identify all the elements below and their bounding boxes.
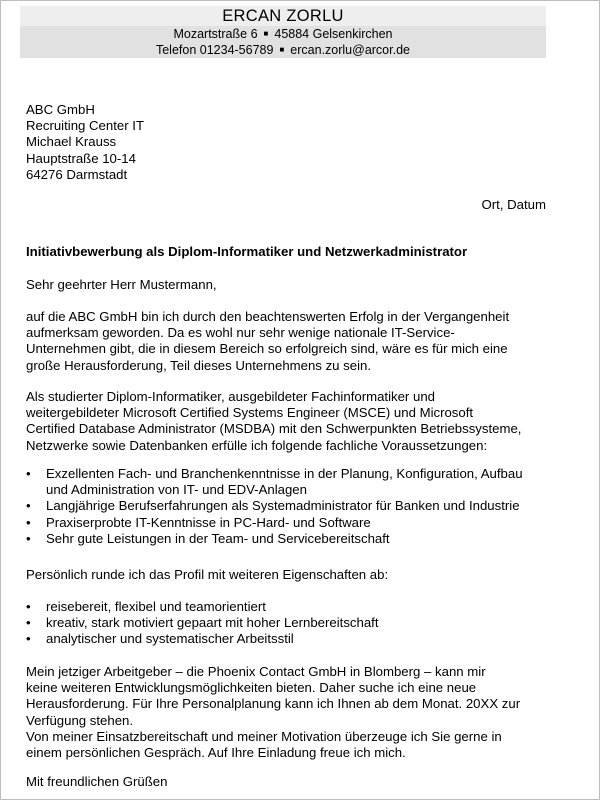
place-date: Ort, Datum xyxy=(481,197,546,212)
list-item xyxy=(26,466,546,498)
list-item-line: und Administration von IT- und EDV-Anlagen xyxy=(46,482,307,498)
list-item xyxy=(26,631,546,647)
list-item xyxy=(26,599,546,615)
text-line: große Herausforderung, Teil dieses Unternehmens zu sein. xyxy=(26,357,372,373)
bullet-icon: • xyxy=(26,466,31,481)
sender-address xyxy=(20,26,546,42)
text-line: Netzwerke sowie Datenbanken erfülle ich folgende fachliche Voraussetzungen: xyxy=(26,437,488,453)
list-item xyxy=(26,498,546,514)
separator-icon: ■ xyxy=(279,45,285,54)
recipient-company: ABC GmbH xyxy=(26,102,95,117)
text-line: aufmerksam geworden. Da es wohl nur sehr wenige nationale IT-Service- xyxy=(26,325,455,341)
recipient-city: 64276 Darmstadt xyxy=(26,166,128,182)
text-line: weitergebildeter Microsoft Certified Systems Engineer (MSCE) und Microsoft xyxy=(26,405,474,421)
bullet-icon: • xyxy=(26,498,31,514)
bullet-icon: • xyxy=(26,615,31,631)
text-line: Unternehmen gibt, die in diesem Bereich so erfolgreich sind, wäre es für mich eine xyxy=(26,341,508,357)
recipient-street: Hauptstraße 10-14 xyxy=(26,150,136,166)
text-line: auf die ABC GmbH bin ich durch den beachtenswerten Erfolg in der Vergangenheit xyxy=(26,309,510,324)
separator-icon: ■ xyxy=(263,29,269,38)
text-line: Von meiner Einsatzbereitschaft und meiner Motivation überzeuge ich Sie gerne in xyxy=(26,728,502,744)
list-item xyxy=(26,515,546,531)
bullet-icon: • xyxy=(26,514,31,530)
subject-line: Initiativbewerbung als Diplom-Informatiker und Netzwerkadministrator xyxy=(26,244,468,259)
list-item-line: analytischer und systematischer Arbeitsstil xyxy=(46,631,294,647)
letterhead xyxy=(20,6,546,58)
list-item xyxy=(26,531,546,547)
text-line: Herausforderung. Für Ihre Personalplanung kann ich Ihnen ab dem Monat. 20XX zur xyxy=(26,696,521,712)
list-item-line: kreativ, stark motiviert gepaart mit hoher Lernbereitschaft xyxy=(46,615,379,631)
list-item-line: Exzellenten Fach- und Branchenkenntnisse in der Planung, Konfiguration, Aufbau xyxy=(46,466,523,481)
recipient-address xyxy=(26,102,144,183)
text-line: Verfügung stehen. xyxy=(26,712,134,728)
qualifications-paragraph xyxy=(26,389,546,454)
list-item-line: Sehr gute Leistungen in der Team- und Servicebereitschaft xyxy=(46,530,390,546)
recipient-person: Michael Krauss xyxy=(26,134,117,150)
list-item xyxy=(26,615,546,631)
text-line: Mein jetziger Arbeitgeber – die Phoenix Contact GmbH in Blomberg – kann mir xyxy=(26,664,486,679)
bullet-icon: • xyxy=(26,631,31,647)
list-item-line: reisebereit, flexibel und teamorientiert xyxy=(46,599,266,614)
sender-phone: Telefon 01234-56789 xyxy=(155,43,274,57)
profile-intro: Persönlich runde ich das Profil mit weiteren Eigenschaften ab: xyxy=(26,567,389,582)
salutation: Sehr geehrter Herr Mustermann, xyxy=(26,277,217,292)
text-line: Als studierter Diplom-Informatiker, ausgebildeter Fachinformatiker und xyxy=(26,389,435,404)
text-line: Certified Database Administrator (MSDBA) mit den Schwerpunkten Betriebssysteme, xyxy=(26,421,522,437)
bullet-icon: • xyxy=(26,599,31,614)
traits-list xyxy=(26,599,546,648)
bullet-icon: • xyxy=(26,530,31,546)
sender-name: ERCAN ZORLU xyxy=(20,6,546,26)
sender-contact xyxy=(20,42,546,58)
recipient-department: Recruiting Center IT xyxy=(26,118,144,134)
text-line: keine weiteren Entwicklungsmöglichkeiten bieten. Daher suche ich eine neue xyxy=(26,680,477,696)
sender-city: 45884 Gelsenkirchen xyxy=(274,27,393,41)
intro-paragraph xyxy=(26,309,546,374)
closing-paragraph xyxy=(26,664,546,761)
skills-list xyxy=(26,466,546,547)
text-line: einem persönlichen Gespräch. Auf Ihre Einladung freue ich mich. xyxy=(26,745,406,761)
sender-email: ercan.zorlu@arcor.de xyxy=(290,43,410,57)
sender-street: Mozartstraße 6 xyxy=(173,27,258,41)
sign-off: Mit freundlichen Grüßen xyxy=(26,774,168,789)
list-item-line: Praxiserprobte IT-Kenntnisse in PC-Hard- und Software xyxy=(46,514,371,530)
list-item-line: Langjährige Berufserfahrungen als Systemadministrator für Banken und Industrie xyxy=(46,498,520,514)
